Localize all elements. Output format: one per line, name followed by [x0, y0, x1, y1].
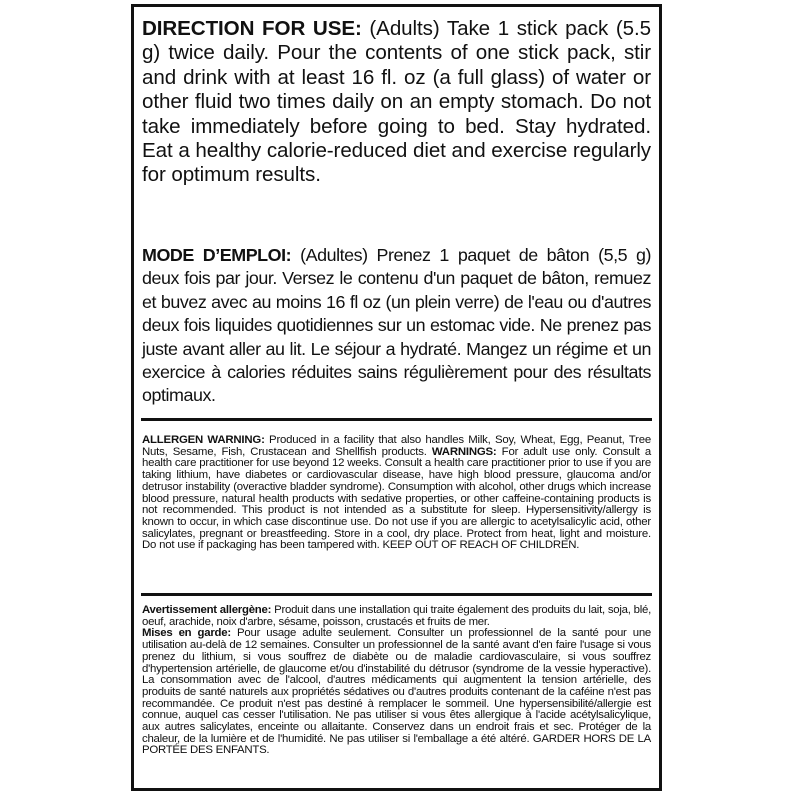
divider-bottom: [141, 593, 652, 596]
english-warnings-paragraph: [142, 435, 651, 552]
english-warnings: [142, 435, 651, 552]
english-directions-body: (Adults) Take 1 stick pack (5.5 g) twice daily. Pour the contents of one stick pack, stir and drink with at least 16 fl. oz (a full glass) of water or other fluid two times daily on an empty stomach. Do not take immediately before going to bed. Stay hydrated. Eat a healthy calorie-reduced diet and exercise regularly for optimum results.: [142, 17, 651, 187]
french-directions: [142, 244, 651, 408]
french-directions-paragraph: [142, 244, 651, 408]
french-allergen-heading: Avertissement allergène:: [142, 604, 272, 616]
french-directions-heading: MODE D’EMPLOI:: [142, 245, 292, 265]
french-allergen-body: Produit dans une installation qui traite également des produits du lait, soja, blé, oeuf, arachide, noix d'arbre, sésame, poisson, crustacés et fruits de mer.: [142, 604, 652, 628]
english-directions: [142, 17, 651, 188]
english-warnings-heading: WARNINGS:: [431, 445, 497, 458]
french-warnings-body: Pour usage adulte seulement. Consulter un professionnel de la santé pour une utilisation au-delà de 12 semaines. Consulter un professionnel de la santé avant d'en faire l'usage si vous prenez du lithium, si vous souffrez de diabète ou de maladie cardiovasculaire, si vous souffrez d'hypertension artérielle, de glaucome et/ou d'instabilité du détrusor (syndrome de la vessie hyperactive). La consommation avec de l'alcool, d'autres médicaments qui augmentent la tension artérielle, des produits de santé naturels aux propriétés sédatives ou d'autres produits contenant de la caféine n'est pas recommandée. Ce produit n'est pas destiné à remplacer le sommeil. Une hypersensibilité/allergie est connue, auquel cas cesser l'utilisation. Ne pas utiliser si vous êtes allergique à l'acide acétylsalicylique, aux autres salicylates, enceinte ou allaitante. Conservez dans un endroit frais et sec. Protéger de la chaleur, de la lumière et de l'humidité. Ne pas utiliser si l'emballage a été altéré. GARDER HORS DE LA PORTÉE DES ENFANTS.: [142, 627, 652, 757]
english-allergen-body: Produced in a facility that also handles Milk, Soy, Wheat, Egg, Peanut, Tree Nuts, Sesame, Fish, Crustacean and Shellfish products.: [142, 434, 652, 458]
french-warnings-paragraph: [142, 628, 651, 757]
english-directions-heading: DIRECTION FOR USE:: [142, 17, 362, 40]
french-warnings-heading: Mises en garde:: [142, 627, 231, 640]
english-warnings-body: For adult use only. Consult a health care practitioner for use beyond 12 weeks. Consult a health care practitioner prior to use if you are taking lithium, have diabetes or cardiovascular disease, have high blood pressure, glaucoma and/or detrusor instability (overactive bladder syndrome). Consumption with alcohol, other drugs which increase blood pressure, natural health products with sedative properties, or other caffeine-containing products is not recommended. This product is not intended as a substitute for sleep. Hypersensitivity/allergy is known to occur, in which case discontinue use. Do not use if you are allergic to acetylsalicylic acid, other salicylates, pregnant or breastfeeding. Store in a cool, dry place. Protect from heat, light and moisture. Do not use if packaging has been tampered with. KEEP OUT OF REACH OF CHILDREN.: [142, 445, 651, 552]
french-allergen-paragraph: [142, 605, 651, 628]
french-warnings: [142, 605, 651, 757]
english-allergen-heading: ALLERGEN WARNING:: [142, 434, 265, 446]
french-directions-body: (Adultes) Prenez 1 paquet de bâton (5,5 g) deux fois par jour. Versez le contenu d'un paquet de bâton, remuez et buvez avec au moins 16 fl oz (un plein verre) de l'eau ou d'autres deux fois liquides quotidiennes sur un estomac vide. Ne prenez pas juste avant aller au lit. Le séjour a hydraté. Mangez un régime et un exercice à calories réduites sains régulièrement pour des résultats optimaux.: [142, 245, 652, 406]
english-directions-paragraph: [142, 17, 651, 188]
label-panel: [131, 4, 662, 791]
divider-top: [141, 418, 652, 421]
